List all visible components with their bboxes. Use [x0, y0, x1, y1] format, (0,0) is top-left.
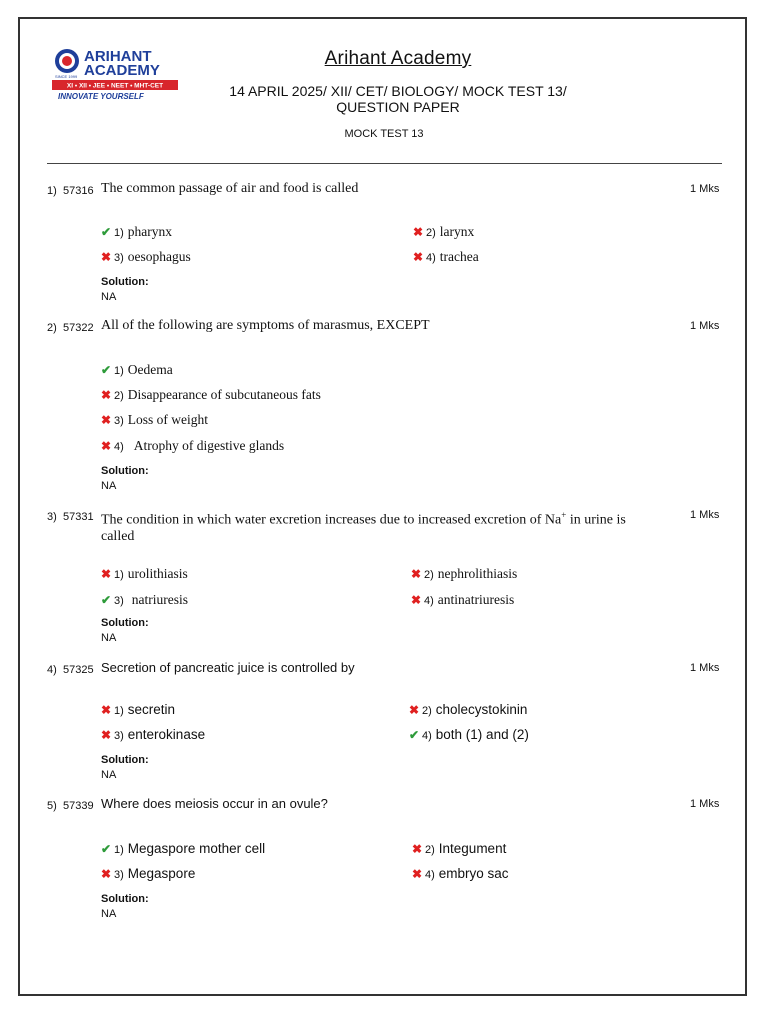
- question-id: 57339: [63, 800, 94, 812]
- question-number: 2): [47, 322, 57, 334]
- option-4: ✖ 4) embryo sac: [412, 866, 509, 881]
- question-text: The common passage of air and food is called: [101, 181, 359, 196]
- option-1: ✔ 1) Megaspore mother cell: [101, 841, 266, 856]
- cross-icon: ✖: [101, 867, 112, 881]
- cross-icon: ✖: [411, 567, 422, 581]
- cross-icon: ✖: [412, 842, 423, 856]
- option-3: ✖ 3) Megaspore: [101, 866, 196, 881]
- cross-icon: ✖: [101, 567, 112, 581]
- solution-label: Solution:: [101, 617, 149, 629]
- cross-icon: ✖: [101, 388, 112, 402]
- question-id: 57316: [63, 185, 94, 197]
- option-2: ✖ 2) Disappearance of subcutaneous fats: [101, 387, 321, 402]
- question-number: 4): [47, 664, 57, 676]
- check-icon: ✔: [101, 225, 112, 239]
- solution-text: NA: [101, 769, 117, 781]
- cross-icon: ✖: [411, 593, 422, 607]
- question-number: 5): [47, 800, 57, 812]
- check-icon: ✔: [409, 728, 420, 742]
- question-marks: 1 Mks: [690, 662, 720, 674]
- option-4: ✖ 4) Atrophy of digestive glands: [101, 438, 285, 453]
- solution-text: NA: [101, 480, 117, 492]
- cross-icon: ✖: [413, 250, 424, 264]
- subtitle-line2: QUESTION PAPER: [336, 99, 460, 115]
- question-text: All of the following are symptoms of marasmus, EXCEPT: [101, 318, 430, 333]
- solution-text: NA: [101, 291, 117, 303]
- logo-line1: ARIHANT: [84, 48, 152, 65]
- cross-icon: ✖: [101, 439, 112, 453]
- cross-icon: ✖: [101, 250, 112, 264]
- question-number: 1): [47, 185, 57, 197]
- solution-label: Solution:: [101, 893, 149, 905]
- option-1: ✔ 1) pharynx: [101, 224, 173, 239]
- option-1: ✖ 1) secretin: [101, 702, 176, 717]
- question-text: Secretion of pancreatic juice is controlled by: [101, 660, 355, 675]
- logo-slogan: INNOVATE YOURSELF: [58, 92, 144, 101]
- cross-icon: ✖: [101, 413, 112, 427]
- check-icon: ✔: [101, 842, 112, 856]
- test-name: MOCK TEST 13: [344, 128, 424, 140]
- option-3: ✖ 3) enterokinase: [101, 727, 206, 742]
- cross-icon: ✖: [409, 703, 420, 717]
- question-marks: 1 Mks: [690, 183, 720, 195]
- option-3: ✖ 3) oesophagus: [101, 249, 191, 264]
- check-icon: ✔: [101, 593, 112, 607]
- solution-text: NA: [101, 632, 117, 644]
- logo-since: SINCE 1999: [55, 74, 78, 79]
- logo-line2: ACADEMY: [84, 62, 160, 79]
- option-3: ✖ 3) Loss of weight: [101, 412, 209, 427]
- question-number: 3): [47, 511, 57, 523]
- question-id: 57325: [63, 664, 94, 676]
- option-4: ✔ 4) both (1) and (2): [409, 727, 529, 742]
- solution-label: Solution:: [101, 276, 149, 288]
- option-1: ✔ 1) Oedema: [101, 362, 173, 377]
- academy-title: Arihant Academy: [324, 48, 472, 69]
- solution-label: Solution:: [101, 754, 149, 766]
- header-divider: [47, 163, 722, 164]
- option-3: ✔ 3) natriuresis: [101, 592, 189, 607]
- option-2: ✖ 2) cholecystokinin: [409, 702, 528, 717]
- logo-tagline: XI • XII • JEE • NEET • MHT-CET: [66, 82, 164, 90]
- solution-label: Solution:: [101, 465, 149, 477]
- option-4: ✖ 4) trachea: [413, 249, 479, 264]
- cross-icon: ✖: [101, 703, 112, 717]
- subtitle-line1: 14 APRIL 2025/ XII/ CET/ BIOLOGY/ MOCK TEST 13/: [229, 83, 567, 99]
- question-marks: 1 Mks: [690, 509, 720, 521]
- question-text: The condition in which water excretion increases due to increased excretion of Na+ in urine is called: [101, 510, 626, 544]
- question-marks: 1 Mks: [690, 320, 720, 332]
- question-text: Where does meiosis occur in an ovule?: [101, 796, 328, 811]
- question-id: 57322: [63, 322, 94, 334]
- question-marks: 1 Mks: [690, 798, 720, 810]
- paper-subtitle: [220, 83, 576, 115]
- cross-icon: ✖: [413, 225, 424, 239]
- option-2: ✖ 2) nephrolithiasis: [411, 566, 518, 581]
- option-2: ✖ 2) Integument: [412, 841, 507, 856]
- cross-icon: ✖: [101, 728, 112, 742]
- option-4: ✖ 4) antinatriuresis: [411, 592, 515, 607]
- option-2: ✖ 2) larynx: [413, 224, 475, 239]
- cross-icon: ✖: [412, 867, 423, 881]
- option-1: ✖ 1) urolithiasis: [101, 566, 188, 581]
- question-id: 57331: [63, 511, 94, 523]
- solution-text: NA: [101, 908, 117, 920]
- check-icon: ✔: [101, 363, 112, 377]
